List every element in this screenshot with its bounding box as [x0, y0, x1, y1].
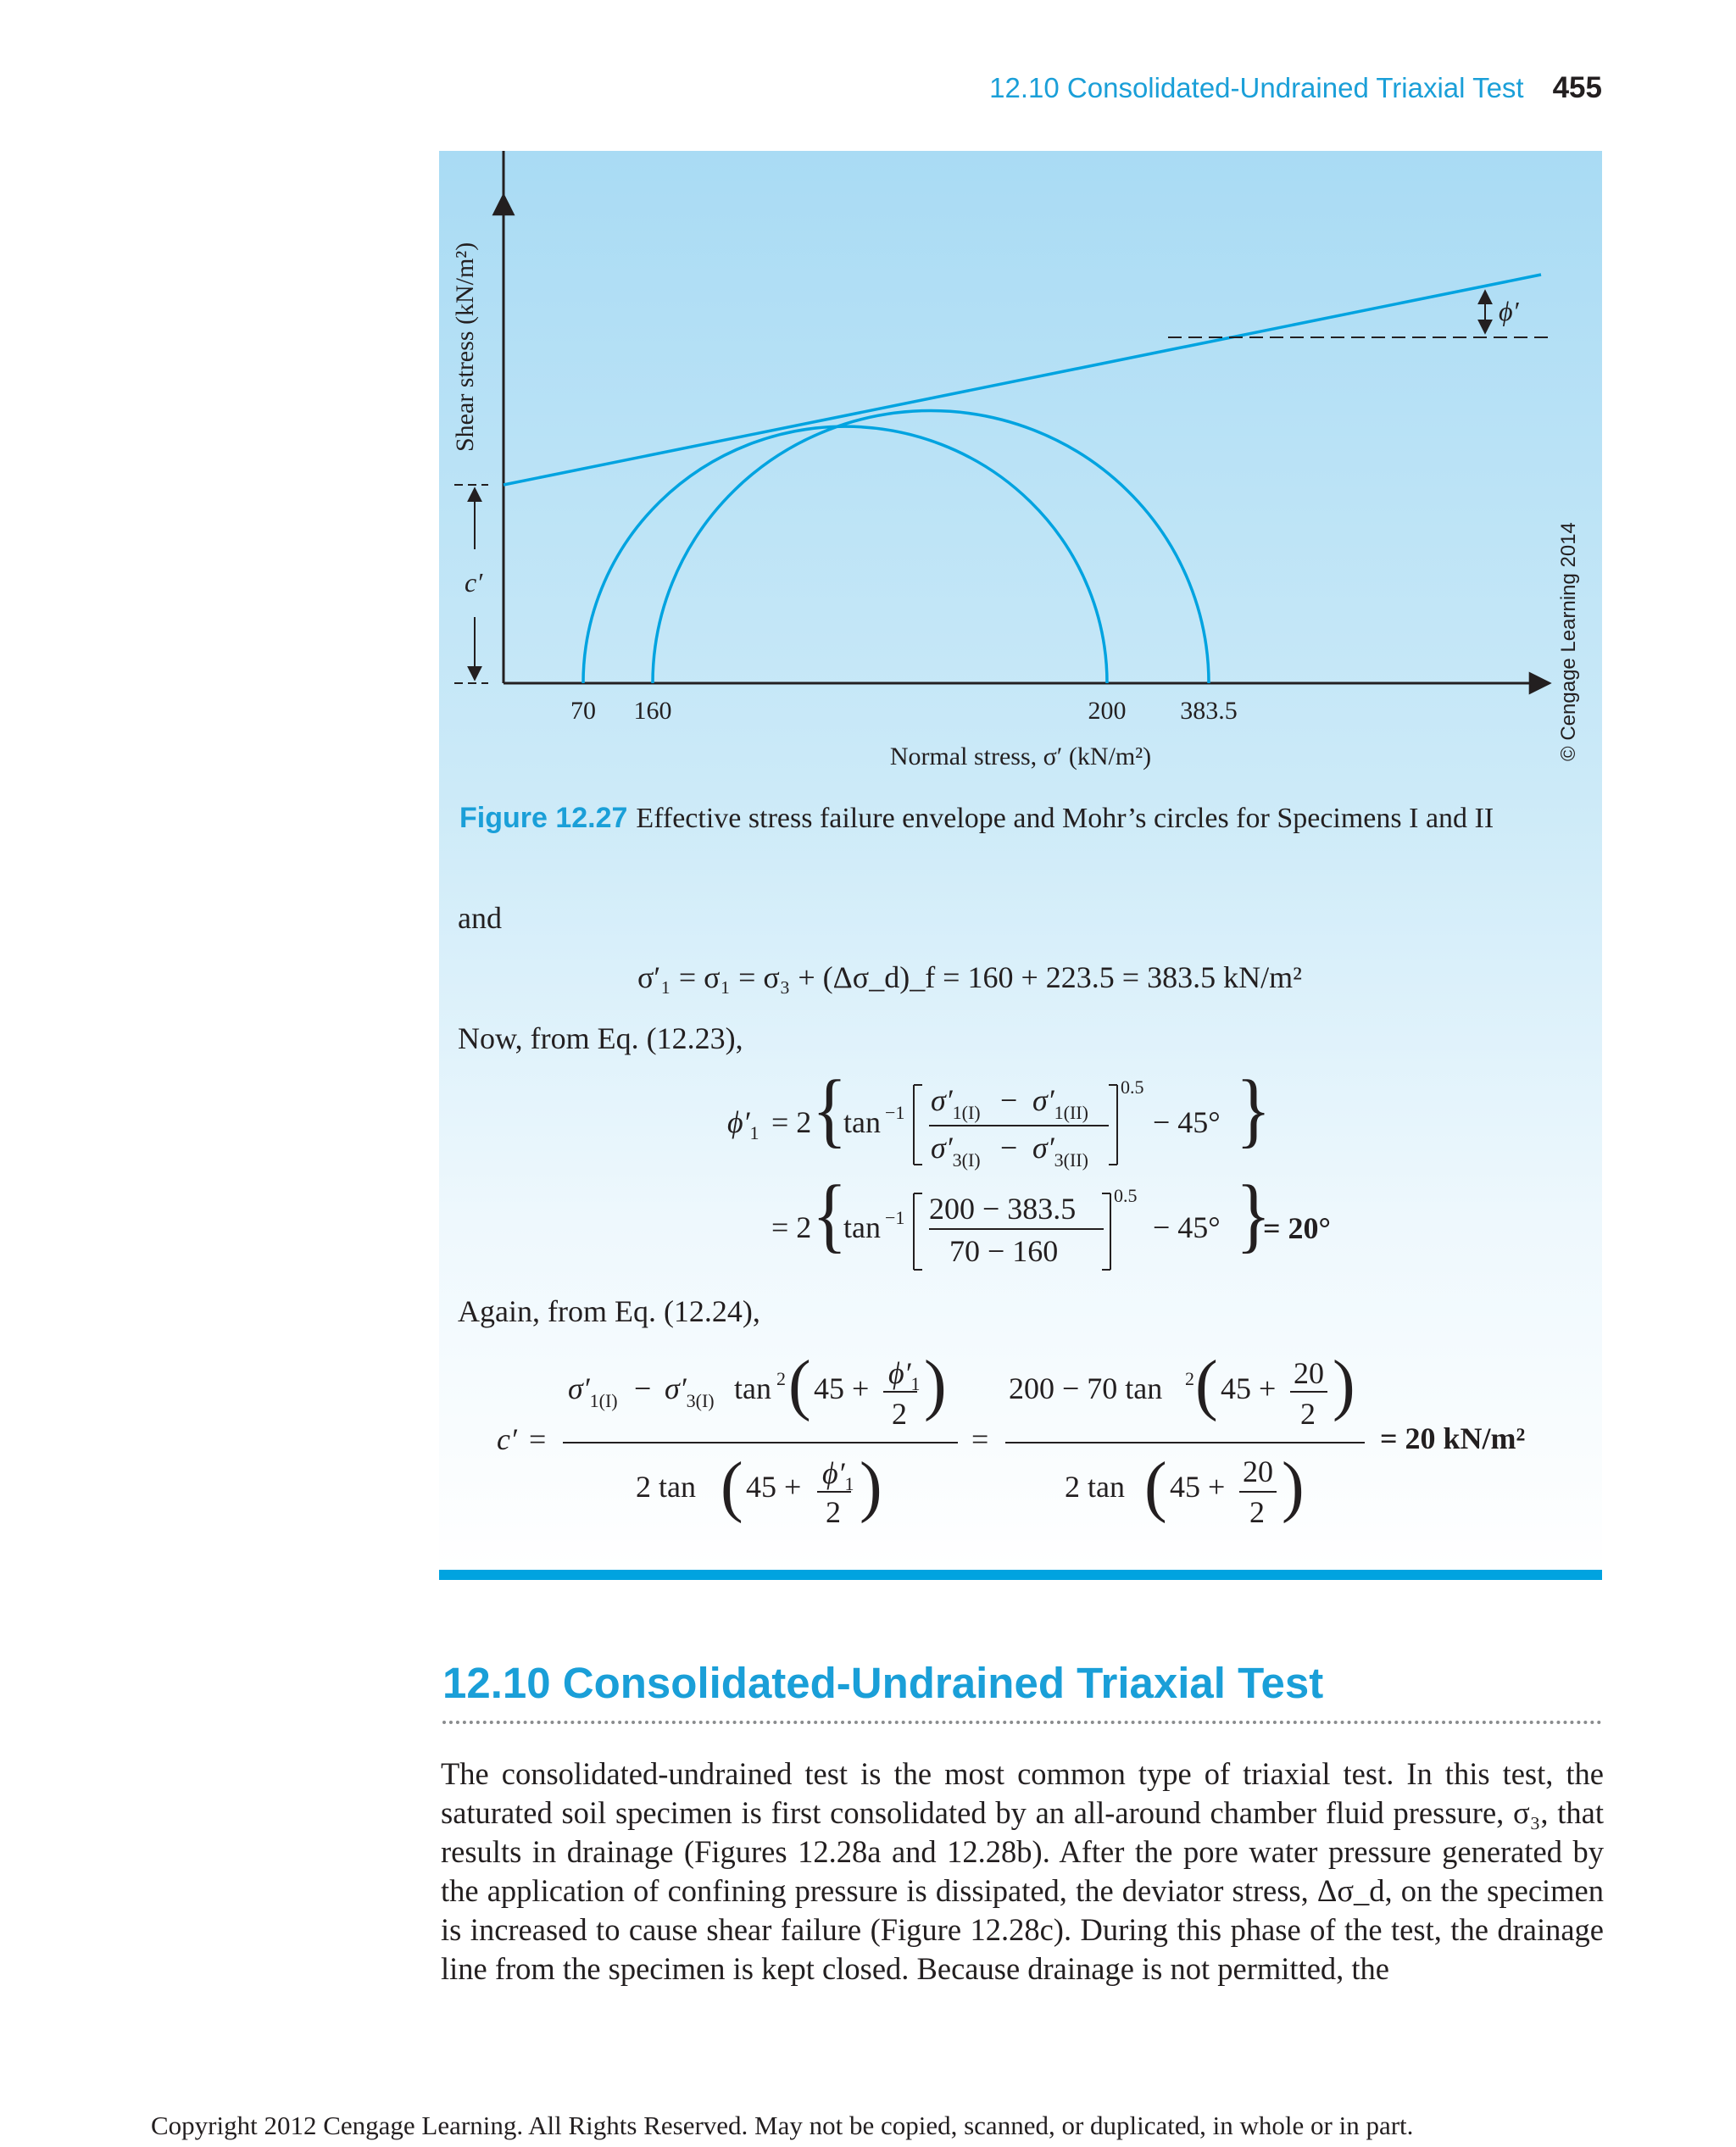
- mohr-circle-2: [653, 411, 1209, 683]
- svg-text:− 45°: − 45°: [1153, 1210, 1221, 1244]
- svg-text:2: 2: [776, 1368, 786, 1389]
- svg-text:2: 2: [1300, 1397, 1316, 1431]
- phi-result: = 20°: [1263, 1211, 1331, 1245]
- svg-text:{: {: [812, 1063, 848, 1157]
- svg-text:0.5: 0.5: [1121, 1076, 1144, 1098]
- svg-text:2: 2: [1185, 1368, 1194, 1389]
- svg-text:0.5: 0.5: [1114, 1185, 1138, 1206]
- svg-text:= 2: = 2: [771, 1210, 812, 1244]
- svg-text:2 tan: 2 tan: [636, 1470, 696, 1504]
- figure-caption-label: Figure 12.27: [459, 802, 628, 834]
- tick-383-5: 383.5: [1180, 697, 1238, 725]
- svg-text:tan: tan: [734, 1371, 771, 1405]
- phi-label: ϕ′: [1499, 296, 1519, 326]
- svg-text:200 − 383.5: 200 − 383.5: [929, 1192, 1077, 1226]
- svg-text:45 +: 45 +: [746, 1470, 802, 1504]
- svg-text:2 tan: 2 tan: [1065, 1470, 1125, 1504]
- svg-text:2: 2: [826, 1495, 841, 1529]
- svg-text:−1: −1: [885, 1207, 905, 1228]
- svg-text:σ′1(I): $\sigma'_{1(I)}$: [931, 1083, 981, 1123]
- tick-200: 200: [1088, 697, 1127, 725]
- svg-text:σ′1(I): $\sigma'_{1(I)}$: [568, 1371, 618, 1411]
- svg-text:(: (: [1144, 1449, 1167, 1524]
- cohesion-label: c′: [465, 567, 483, 598]
- svg-text:=: =: [529, 1422, 547, 1456]
- svg-text:}: }: [1236, 1063, 1271, 1157]
- svg-text:): ): [924, 1348, 947, 1422]
- svg-text:2: 2: [892, 1397, 907, 1431]
- svg-text:tan: tan: [843, 1105, 881, 1139]
- running-head: [848, 71, 1602, 105]
- svg-text:tan: tan: [843, 1210, 881, 1244]
- svg-text:45 +: 45 +: [1221, 1371, 1277, 1405]
- section-dotted-rule: [442, 1721, 1602, 1724]
- svg-text:−: −: [634, 1371, 652, 1405]
- svg-text:− 45°: − 45°: [1153, 1105, 1221, 1139]
- svg-text:45 +: 45 +: [1170, 1470, 1226, 1504]
- svg-text:= 2: = 2: [771, 1105, 812, 1139]
- y-axis-label: Shear stress (kN/m²): [451, 242, 479, 452]
- svg-text:−: −: [1000, 1131, 1018, 1165]
- svg-text:ϕ′1: $\phi'_1$: [888, 1356, 921, 1394]
- svg-text:{: {: [812, 1168, 848, 1262]
- svg-text:c′: c′: [497, 1422, 517, 1456]
- svg-text:45 +: 45 +: [814, 1371, 870, 1405]
- svg-text:σ′3(I): $\sigma'_{3(I)}$: [665, 1371, 715, 1411]
- figure-credit: © Cengage Learning 2014: [1557, 522, 1580, 761]
- svg-text:ϕ′1: $\phi'_1$: [822, 1456, 854, 1494]
- svg-text:−: −: [1000, 1083, 1018, 1117]
- svg-text:ϕ′1: $\phi'_1$: [727, 1105, 760, 1143]
- svg-text:): ): [1333, 1348, 1355, 1422]
- equation-phi: [712, 1060, 1458, 1288]
- svg-text:20: 20: [1294, 1356, 1324, 1390]
- mohr-circle-1: [583, 426, 1107, 683]
- equation-c: [492, 1348, 1424, 1543]
- tick-70: 70: [570, 697, 596, 725]
- svg-text:(: (: [721, 1449, 743, 1524]
- svg-text:20: 20: [1243, 1455, 1273, 1488]
- figure-caption-text: Effective stress failure envelope and Mohr’s circles for Specimens I and II: [636, 803, 1494, 834]
- text-and: and: [458, 901, 502, 935]
- figure-caption: [459, 802, 1494, 835]
- tick-160: 160: [633, 697, 672, 725]
- equation-sigma1: σ′₁ = σ₁ = σ₃ + (Δσ_d)_f = 160 + 223.5 = 383.5 kN/m²: [637, 960, 1302, 994]
- svg-text:(: (: [788, 1348, 811, 1422]
- section-heading: 12.10 Consolidated-Undrained Triaxial Test: [442, 1659, 1324, 1707]
- svg-text:200 − 70 tan: 200 − 70 tan: [1009, 1371, 1163, 1405]
- running-head-title: 12.10 Consolidated-Undrained Triaxial Test: [989, 72, 1524, 103]
- svg-text:σ′3(II): $\sigma'_{3(II)}$: [1032, 1131, 1088, 1171]
- copyright-notice: Copyright 2012 Cengage Learning. All Rights Reserved. May not be copied, scanned, or duplicated, in whole or in part.: [151, 2111, 1414, 2140]
- svg-text:=: =: [971, 1422, 989, 1456]
- mohr-circle-figure: [439, 151, 1602, 778]
- c-result: = 20 kN/m²: [1380, 1421, 1526, 1455]
- failure-envelope-line: [504, 275, 1541, 485]
- svg-text:70 − 160: 70 − 160: [949, 1234, 1059, 1268]
- svg-text:σ′1(II): $\sigma'_{1(II)}$: [1032, 1083, 1088, 1123]
- example-box-rule: [439, 1570, 1602, 1580]
- x-axis-label: Normal stress, σ′ (kN/m²): [889, 743, 1152, 770]
- svg-text:σ′3(I): $\sigma'_{3(I)}$: [931, 1131, 981, 1171]
- text-now-from: Now, from Eq. (12.23),: [458, 1021, 743, 1055]
- body-paragraph: The consolidated-undrained test is the most common type of triaxial test. In this test, the saturated soil specimen is first consolidated by an all-around chamber fluid pressure, σ₃, that results in drainage (Figures 12.28a and 12.28b). After the pore water pressure generated by the application of confining pressure is dissipated, the deviator stress, Δσ_d, on the specimen is increased to cause shear failure (Figure 12.28c). During this phase of the test, the drainage line from the specimen is kept closed. Because drainage is not permitted, the: [441, 1756, 1604, 1986]
- svg-text:): ): [860, 1449, 882, 1524]
- svg-text:2: 2: [1249, 1495, 1265, 1529]
- svg-text:(: (: [1195, 1348, 1218, 1422]
- svg-text:): ): [1282, 1449, 1305, 1524]
- text-again-from: Again, from Eq. (12.24),: [458, 1294, 760, 1328]
- svg-text:−1: −1: [885, 1102, 905, 1123]
- svg-text:}: }: [1236, 1168, 1271, 1262]
- page-number: 455: [1552, 71, 1602, 104]
